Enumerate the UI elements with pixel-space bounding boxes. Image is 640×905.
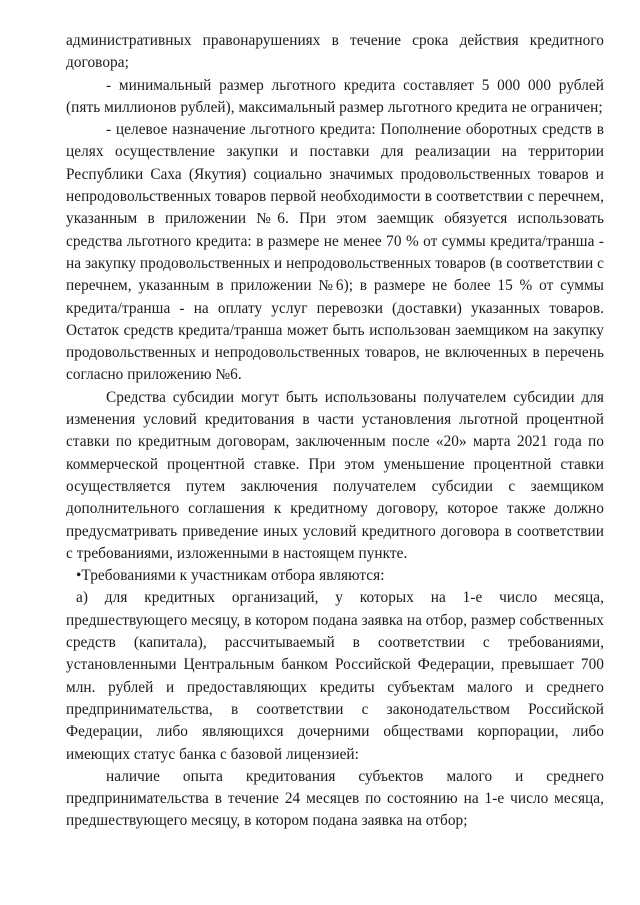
paragraph-subsidy-use: Средства субсидии могут быть использованы получателем субсидии для изменения условий кредитования в части установления льготной процентной ставки по кредитным договорам, заключенным после «20» марта 2021 года по коммерческой процентной ставке. При этом уменьшение процентной ставки осуществляется путем заключения получателем субсидии с заемщиком дополнительного соглашения к кредитному договору, которое также должно предусматривать приведение иных условий кредитного договора в соответствии с требованиями, изложенными в настоящем пункте.	[66, 388, 604, 562]
document-body	[66, 30, 604, 833]
paragraph-continuation: административных правонарушениях в течение срока действия кредитного договора;	[66, 32, 604, 72]
paragraph-experience-requirement: наличие опыта кредитования субъектов малого и среднего предпринимательства в течение 24 месяцев по состоянию на 1-е число месяца, предшествующего месяцу, в котором подана заявка на отбор;	[66, 767, 604, 830]
paragraph-credit-org-requirements: а) для кредитных организаций, у которых на 1-е число месяца, предшествующего месяцу, в котором подана заявка на отбор, размер собственных средств (капитала), рассчитываемый в соответствии с требованиями, установленными Центральным банком Российской Федерации, превышает 700 млн. рублей и предоставляющих кредиты субъектам малого и среднего предпринимательства, в соответствии с законодательством Российской Федерации, либо являющихся дочерними обществами корпорации, либо имеющих статус банка с базовой лицензией:	[66, 589, 605, 763]
paragraph-loan-purpose: - целевое назначение льготного кредита: Пополнение оборотных средств в целях осуществление закупки и поставки для реализации на территории Республики Саха (Якутия) социально значимых продовольственных товаров и непродовольственных товаров первой необходимости в соответствии с перечнем, указанным в приложении №6. При этом заемщик обязуется использовать средства льготного кредита: в размере не менее 70 % от суммы кредита/транша - на закупку продовольственных и непродовольственных товаров (в соответствии с перечнем, указанным в приложении №6); в размере не более 15 % от суммы кредита/транша - на оплату услуг перевозки (доставки) указанных товаров. Остаток средств кредита/транша может быть использован заемщиком на закупку продовольственных и непродовольственных товаров, не включенных в перечень согласно приложению №6.	[66, 121, 604, 384]
paragraph-min-loan-size: - минимальный размер льготного кредита составляет 5 000 000 рублей (пять миллионов рублей), максимальный размер льготного кредита не ограничен;	[66, 76, 604, 116]
paragraph-requirements-heading: •Требованиями к участникам отбора являются:	[76, 567, 385, 585]
